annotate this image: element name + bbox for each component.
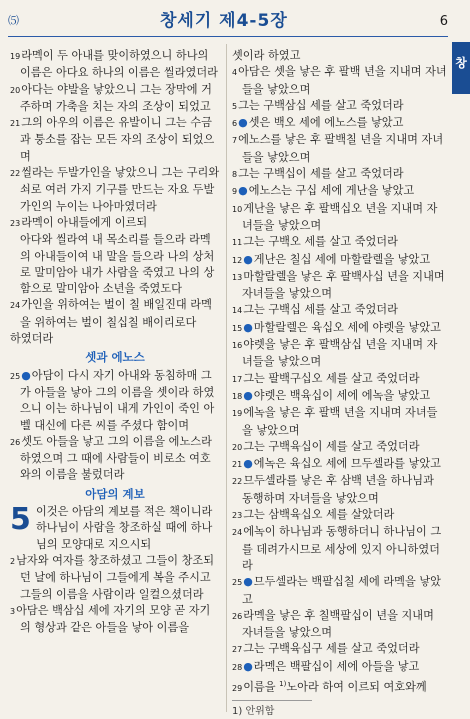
bullet-icon: ●: [243, 659, 253, 673]
verse-number: 17: [232, 374, 243, 384]
verse-number: 25: [10, 371, 21, 381]
footnote-marker[interactable]: 1): [279, 679, 287, 688]
verse-number: 18: [232, 391, 243, 401]
section-heading: 아담의 계보: [85, 486, 145, 501]
verse-text: 가인을 위하여는 벌이 칠 배일진대 라멕을 위하여는 벌이 칠십칠 배이리로다: [20, 298, 212, 329]
verse-number: 21: [10, 119, 21, 129]
verse: [232, 320, 448, 337]
verse-number: 23: [10, 218, 21, 228]
verse-number: 15: [232, 323, 243, 333]
verse: [232, 439, 448, 456]
verse: [232, 371, 448, 388]
verse-number: 6: [232, 119, 238, 129]
verse-text: 그는 구백십이 세를 살고 죽었더라: [238, 167, 404, 181]
verse: [10, 165, 220, 215]
verse-number: 5: [232, 101, 238, 111]
verse: [232, 524, 448, 574]
verse: [232, 201, 448, 235]
verse: [232, 388, 448, 405]
verse-number: 20: [10, 85, 21, 95]
bullet-icon: ●: [243, 388, 253, 402]
footnote: 1) 안위함: [232, 700, 312, 717]
verse: [10, 553, 220, 603]
verse-number: 24: [10, 301, 21, 311]
verse-text: 라멕을 낳은 후 칠백팔십이 년을 지내며 자녀들을 낳았으며: [242, 608, 434, 640]
verse-text: 에녹이 하나님과 동행하더니 하나님이 그를 데려가시므로 세상에 있지 아니하였더라: [242, 525, 442, 572]
verse-text: 므두셀라는 백팔십칠 세에 라멕을 낳았고: [242, 575, 441, 606]
bullet-icon: ●: [21, 368, 31, 382]
verse-number: 26: [232, 611, 243, 621]
verse: [232, 659, 448, 676]
verse-text: 셋도 아들을 낳고 그의 이름을 에노스라 하였으며 그 때에 사람들이 비로소 여호와의 이름을 불렀더라: [20, 434, 212, 482]
verse: [232, 302, 448, 319]
verse: [232, 183, 448, 200]
verse-number: 9: [232, 187, 238, 197]
verse-text: 그는 구백오 세를 살고 죽었더라: [243, 235, 398, 249]
verse-number: 10: [232, 204, 243, 214]
verse-number: 28: [232, 662, 243, 672]
verse-text: 에노스를 낳은 후 팔백칠 년을 지내며 자녀들을 낳았으며: [238, 133, 444, 164]
verse-text: 마할랄렐은 육십오 세에 야렛을 낳았고: [253, 320, 441, 334]
verse-continuation: 셋이라 하였고: [232, 49, 301, 62]
verse-number: 23: [232, 511, 243, 521]
verse-number: 24: [232, 528, 243, 538]
verse-number: 11: [232, 238, 243, 248]
verse-text: 그는 구백육십구 세를 살고 죽었더라: [243, 642, 420, 656]
verse-number: 16: [232, 341, 243, 351]
chapter-number: 5: [10, 502, 31, 538]
verse-text: 아다는 야발을 낳았으니 그는 장막에 거주하며 가축을 치는 자의 조상이 되었고: [20, 82, 212, 113]
verse-text: 에녹은 육십오 세에 므두셀라를 낳았고: [253, 457, 441, 471]
verse: [232, 234, 448, 251]
poem-text: 아다와 씰라여 내 목소리를 들으라 라멕의 아내들이여 내 말을 들으라 나의 상처로 말미암아 내가 사람을 죽였고 나의 상함으로 말미암아 소년을 죽였도다: [20, 233, 215, 296]
verse: [232, 337, 448, 371]
column-divider: [226, 44, 227, 712]
verse-text: 그의 아우의 이름은 유발이니 그는 수금과 퉁소를 잡는 모든 자의 조상이 되었으며: [20, 116, 215, 163]
verse-text: 그는 구백삼십 세를 살고 죽었더라: [238, 98, 404, 112]
bullet-icon: ●: [243, 252, 253, 266]
verse: [10, 297, 220, 331]
verse: [232, 132, 448, 166]
verse-text: 게난을 낳은 후 팔백십오 년을 지내며 자녀들을 낳았으며: [242, 201, 438, 232]
bullet-icon: ●: [243, 457, 253, 471]
verse: [232, 641, 448, 658]
verse-number: 14: [232, 306, 243, 316]
verse: [232, 456, 448, 473]
verse: [232, 115, 448, 132]
verse: [232, 166, 448, 183]
verse: [232, 98, 448, 115]
verse: [232, 507, 448, 524]
verse-number: 25: [232, 578, 243, 588]
verse: [10, 115, 220, 165]
verse-text: 이름을: [243, 680, 280, 694]
verse-text: 라멕은 백팔십이 세에 아들을 낳고: [253, 659, 420, 673]
verse-text: 그는 구백십 세를 살고 죽었더라: [243, 303, 398, 317]
verse-number: 26: [10, 437, 21, 447]
verse: [10, 368, 220, 434]
bullet-icon: ●: [243, 320, 253, 334]
left-page-number: ⑸: [8, 14, 19, 27]
verse-text: 야렛을 낳은 후 팔백삼십 년을 지내며 자녀들을 낳았으며: [242, 338, 438, 369]
verse-number: 19: [10, 52, 21, 61]
verse-text: 라멕이 두 아내를 맞이하였으니 하나의 이름은 아다요 하나의 이름은 씰라였더라: [20, 49, 218, 80]
bullet-icon: ●: [238, 116, 248, 130]
verse-number: 4: [232, 68, 238, 78]
verse: [232, 676, 448, 697]
verse-text: 셋은 백오 세에 에노스를 낳았고: [248, 116, 404, 130]
verse: [10, 215, 220, 232]
verse-number: 2: [10, 556, 16, 566]
verse-text: 노아라 하여 이르되 여호와께: [286, 680, 427, 694]
book-tab[interactable]: 창: [452, 42, 470, 94]
verse: [10, 434, 220, 484]
verse-number: 8: [232, 170, 238, 180]
verse: [10, 48, 220, 82]
verse: [10, 82, 220, 116]
verse: [232, 473, 448, 507]
left-column: [10, 48, 220, 636]
header-rule: [8, 36, 448, 37]
verse: [232, 64, 448, 98]
verse: [232, 252, 448, 269]
verse-text: 므두셀라를 낳은 후 삼백 년을 하나님과 동행하며 자녀들을 낳았으며: [242, 474, 434, 505]
verse-number: 22: [10, 169, 21, 179]
verse-number: 20: [232, 442, 243, 452]
verse-text: 게난은 칠십 세에 마할랄렐을 낳았고: [253, 252, 431, 266]
right-column: [232, 48, 448, 697]
verse: [232, 608, 448, 642]
verse-number: 3: [10, 606, 16, 616]
verse: [232, 269, 448, 303]
verse-text: 라멕이 아내들에게 이르되: [21, 215, 148, 229]
chapter-start: [10, 504, 220, 553]
verse-text: 에녹을 낳은 후 팔백 년을 지내며 자녀들을 낳았으며: [242, 406, 438, 437]
verse-continuation: 하였더라: [10, 332, 54, 346]
verse-number: 21: [232, 460, 243, 470]
page-header: [0, 0, 470, 44]
verse: [232, 405, 448, 439]
verse: [232, 574, 448, 608]
verse-number: 29: [232, 683, 243, 693]
verse-number: 13: [232, 272, 243, 282]
verse-number: 27: [232, 645, 243, 655]
verse-text: 이것은 아담의 계보를 적은 책이니라 하나님이 사람을 창조하실 때에 하나님의 모양대로 지으시되: [36, 505, 213, 551]
verse-text: 씰라는 두발가인을 낳았으니 그는 구리와 쇠로 여러 가지 기구를 만드는 자요 두발가인의 누이는 나아마였더라: [20, 166, 220, 213]
bullet-icon: ●: [243, 575, 253, 589]
verse: [10, 603, 220, 637]
verse-text: 그는 삼백육십오 세를 살았더라: [243, 508, 395, 522]
verse-number: 7: [232, 136, 238, 146]
verse-text: 마할랄렐을 낳은 후 팔백사십 년을 지내며 자녀들을 낳았으며: [242, 269, 445, 301]
verse-number: 19: [232, 409, 243, 419]
right-page-number: 6: [439, 14, 448, 29]
section-heading: 셋과 에노스: [85, 350, 145, 365]
verse-number: 22: [232, 477, 243, 487]
verse-text: 아담이 다시 자기 아내와 동침하매 그가 아들을 낳아 그의 이름을 셋이라 하였으니 이는 하나님이 내게 가인이 죽인 아벨 대신에 다른 씨를 주셨다 함이며: [20, 368, 215, 432]
verse-text: 그는 구백육십이 세를 살고 죽었더라: [243, 439, 420, 453]
chapter-title: 창세기 제4-5장: [160, 11, 288, 31]
verse-text: 에노스는 구십 세에 게난을 낳았고: [248, 184, 415, 198]
verse-text: 그는 팔백구십오 세를 살고 죽었더라: [243, 371, 420, 385]
verse-number: 12: [232, 255, 243, 265]
verse-text: 아담은 백삼십 세에 자기의 모양 곧 자기의 형상과 같은 아들을 낳아 이름을: [16, 603, 211, 635]
bullet-icon: ●: [238, 184, 248, 198]
verse-text: 남자와 여자를 창조하셨고 그들이 창조되던 날에 하나님이 그들에게 복을 주시고 그들의 이름을 사람이라 일컬으셨더라: [16, 553, 215, 601]
verse-text: 야렛은 백육십이 세에 에녹을 낳았고: [253, 388, 431, 402]
verse-text: 아담은 셋을 낳은 후 팔백 년을 지내며 자녀들을 낳았으며: [238, 65, 447, 96]
